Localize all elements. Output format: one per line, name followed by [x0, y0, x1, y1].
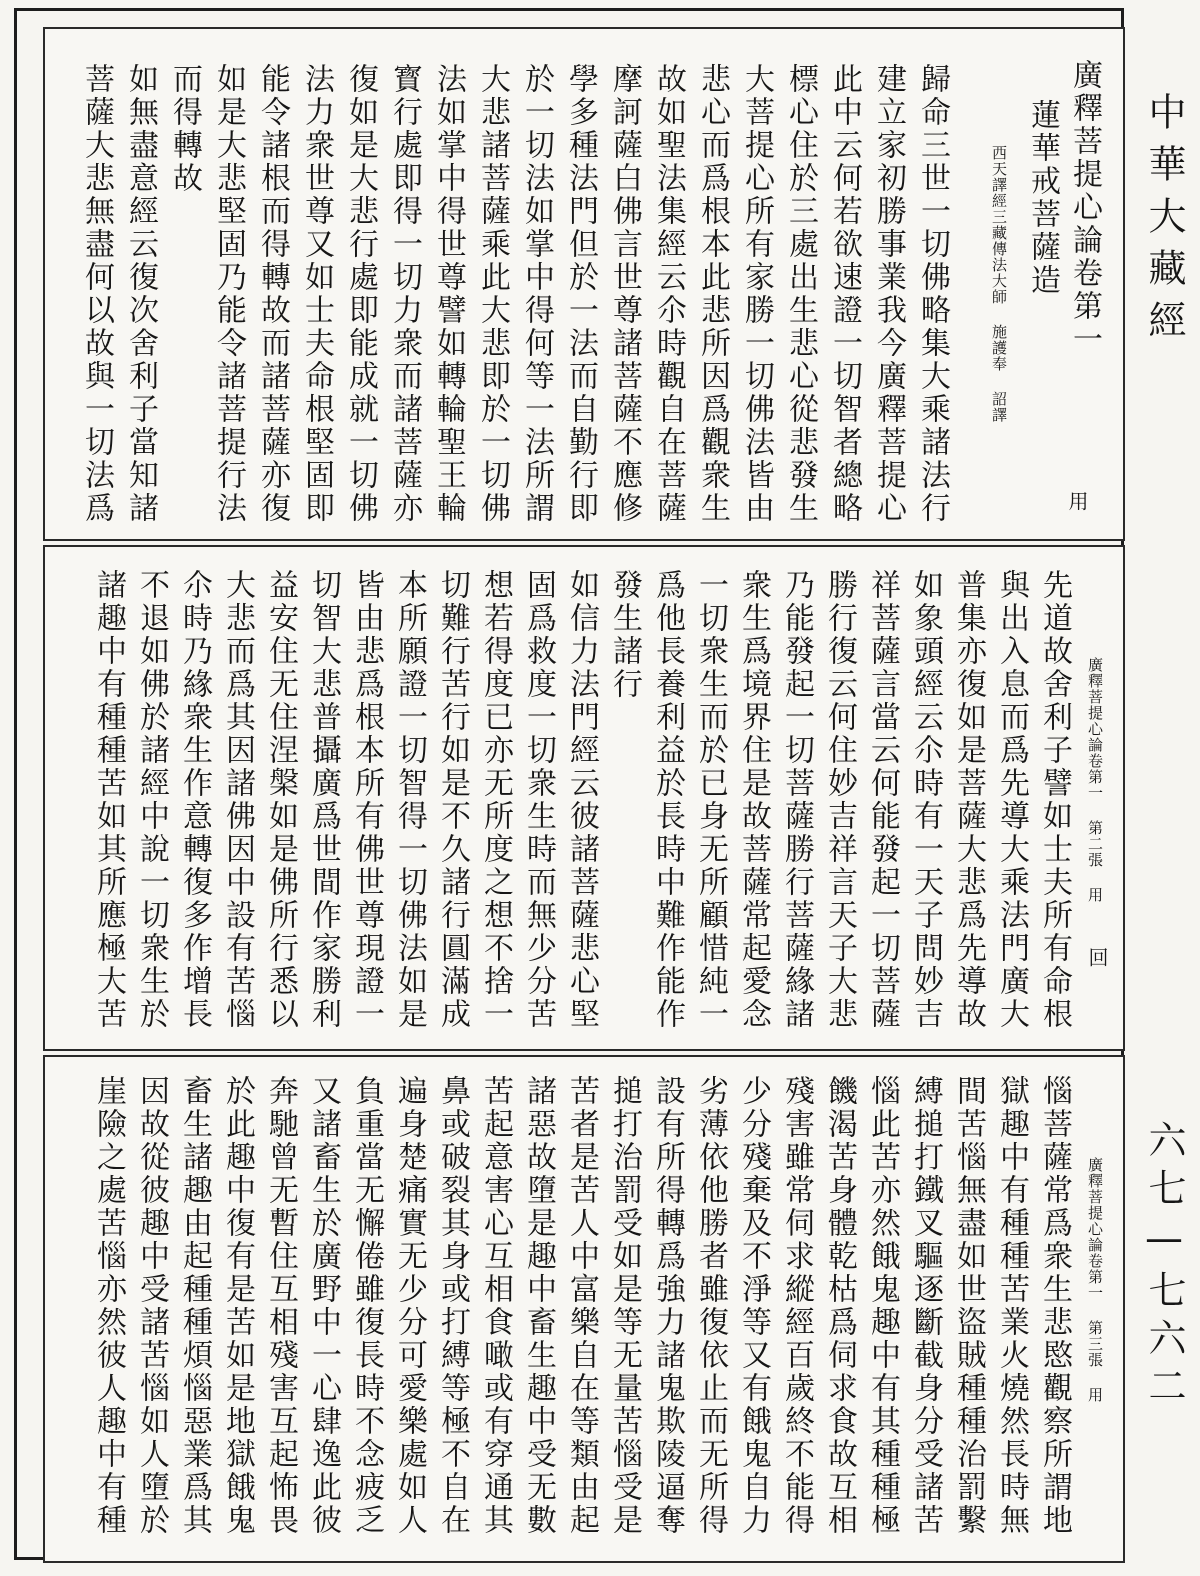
text-column: 如信力法門經云彼諸菩薩悲心堅 [564, 569, 599, 1031]
text-column: 苦者是苦人中富樂自在等類由起 [564, 1075, 599, 1537]
text-column: 於一切法如掌中得何等一法所謂 [519, 63, 554, 525]
text-column: 乃能發起一切菩薩勝行菩薩緣諸 [779, 569, 814, 1031]
panel-mark: 用 [1065, 491, 1089, 511]
text-column: 一切衆生而於已身无所顧惜純一 [693, 569, 728, 1031]
text-column: 殘害雖常伺求縱經百歲終不能得 [779, 1075, 814, 1537]
text-column: 衆生爲境界住是故菩薩常起愛念 [736, 569, 771, 1031]
text-column: 不退如佛於諸經中說一切衆生於 [134, 569, 169, 1031]
marginal-note: 廣釋菩提心論卷第一 第二張 用 [1086, 657, 1104, 903]
text-column: 於此趣中復有是苦如是地獄餓鬼 [220, 1075, 255, 1537]
text-column: 饑渴苦身體乾枯爲伺求食故互相 [822, 1075, 857, 1537]
text-column: 先道故舍利子譬如士夫所有命根 [1037, 569, 1072, 1031]
translator-line: 西天譯經三藏傳法大師 施護奉 詔譯 [990, 145, 1008, 423]
text-column: 搥打治罰受如是等无量苦惱受是 [607, 1075, 642, 1537]
panel-mark: 回 [1085, 947, 1109, 967]
text-column: 奔馳曾无暫住互相殘害互起怖畏 [263, 1075, 298, 1537]
text-column: 能令諸根而得轉故而諸菩薩亦復 [255, 63, 290, 525]
text-column: 切難行苦行如是不久諸行圓滿成 [435, 569, 470, 1031]
text-column: 想若得度已亦无所度之想不捨一 [478, 569, 513, 1031]
text-panel-2 [43, 545, 1125, 1051]
text-column: 祥菩薩言當云何能發起一切菩薩 [865, 569, 900, 1031]
text-column: 如象頭經云尒時有一天子問妙吉 [908, 569, 943, 1031]
text-column: 本所願證一切智得一切佛法如是 [392, 569, 427, 1031]
text-column: 如無盡意經云復次舍利子當知諸 [123, 63, 158, 525]
text-column: 切智大悲普攝廣爲世間作家勝利 [306, 569, 341, 1031]
text-column: 惱菩薩常爲衆生悲愍觀察所謂地 [1037, 1075, 1072, 1537]
text-column: 又諸畜生於廣野中一心肆逸此彼 [306, 1075, 341, 1537]
text-column: 益安住无住涅槃如是佛所行悉以 [263, 569, 298, 1031]
text-column: 大菩提心所有家勝一切佛法皆由 [739, 63, 774, 525]
text-column: 少分殘棄及不淨等又有餓鬼自力 [736, 1075, 771, 1537]
text-column: 法力衆世尊又如士夫命根堅固即 [299, 63, 334, 525]
author-line: 蓮華戒菩薩造 [1025, 99, 1060, 297]
text-column: 如是大悲堅固乃能令諸菩提行法 [211, 63, 246, 525]
text-column: 因故從彼趣中受諸苦惱如人墮於 [134, 1075, 169, 1537]
text-column: 此中云何若欲速證一切智者總略 [827, 63, 862, 525]
text-column: 惱此苦亦然餓鬼趣中有其種種極 [865, 1075, 900, 1537]
text-column: 標心住於三處出生悲心從悲發生 [783, 63, 818, 525]
text-column: 劣薄依他勝者雖復依止而无所得 [693, 1075, 728, 1537]
text-column: 設有所得轉爲強力諸鬼欺陵逼奪 [650, 1075, 685, 1537]
text-column: 建立家初勝事業我今廣釋菩提心 [871, 63, 906, 525]
chapter-title: 廣釋菩提心論卷第一 [1067, 59, 1102, 356]
text-column: 勝行復云何住妙吉祥言天子大悲 [822, 569, 857, 1031]
text-column: 歸命三世一切佛略集大乘諸法行 [915, 63, 950, 525]
text-panel-1 [43, 27, 1125, 541]
text-column: 悲心而爲根本此悲所因爲觀衆生 [695, 63, 730, 525]
text-panel-3 [43, 1055, 1125, 1563]
text-column: 寳行處即得一切力衆而諸菩薩亦 [387, 63, 422, 525]
page-number: 六七—七六二 [1142, 1120, 1186, 1414]
text-column: 間苦惱無盡如世盜賊種種治罰繫 [951, 1075, 986, 1537]
text-column: 發生諸行 [607, 569, 642, 701]
text-column: 與出入息而爲先導大乘法門廣大 [994, 569, 1029, 1031]
text-column: 學多種法門但於一法而自勤行即 [563, 63, 598, 525]
text-column: 菩薩大悲無盡何以故與一切法爲 [79, 63, 114, 525]
text-column: 諸趣中有種種苦如其所應極大苦 [91, 569, 126, 1031]
text-column: 摩訶薩白佛言世尊諸菩薩不應修 [607, 63, 642, 525]
page-frame [14, 8, 1124, 1560]
text-column: 遍身楚痛實无少分可愛樂處如人 [392, 1075, 427, 1537]
text-column: 縛搥打鐵叉驅逐斷截身分受諸苦 [908, 1075, 943, 1537]
text-column: 諸惡故墮是趣中畜生趣中受无數 [521, 1075, 556, 1537]
text-column: 負重當无懈倦雖復長時不念疲乏 [349, 1075, 384, 1537]
text-column: 法如掌中得世尊譬如轉輪聖王輪 [431, 63, 466, 525]
text-column: 畜生諸趣由起種種煩惱惡業爲其 [177, 1075, 212, 1537]
marginal-note: 廣釋菩提心論卷第一 第三張 用 [1086, 1157, 1104, 1403]
text-column: 復如是大悲行處即能成就一切佛 [343, 63, 378, 525]
text-column: 崖險之處苦惱亦然彼人趣中有種 [91, 1075, 126, 1537]
text-column: 獄趣中有種種苦業火燒然長時無 [994, 1075, 1029, 1537]
text-column: 尒時乃緣衆生作意轉復多作增長 [177, 569, 212, 1031]
text-column: 鼻或破裂其身或打縛等極不自在 [435, 1075, 470, 1537]
text-column: 皆由悲爲根本所有佛世尊現證一 [349, 569, 384, 1031]
text-column: 大悲諸菩薩乘此大悲即於一切佛 [475, 63, 510, 525]
text-column: 普集亦復如是菩薩大悲爲先導故 [951, 569, 986, 1031]
text-column: 故如聖法集經云尒時觀自在菩薩 [651, 63, 686, 525]
text-column: 而得轉故 [167, 63, 202, 195]
text-column: 苦起意害心互相食噉或有穿通其 [478, 1075, 513, 1537]
collection-title: 中華大藏經 [1142, 92, 1186, 352]
text-column: 固爲救度一切衆生時而無少分苦 [521, 569, 556, 1031]
text-column: 爲他長養利益於長時中難作能作 [650, 569, 685, 1031]
text-column: 大悲而爲其因諸佛因中設有苦惱 [220, 569, 255, 1031]
